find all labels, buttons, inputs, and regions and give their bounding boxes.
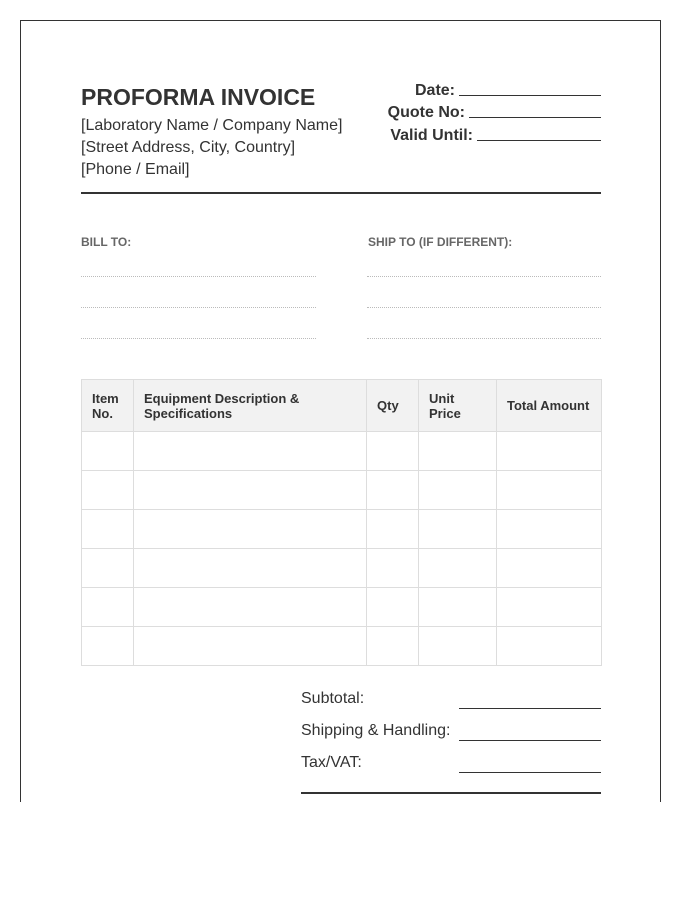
- column-header-total-amount: [497, 380, 602, 432]
- table-row: [82, 432, 602, 471]
- unit-price-cell[interactable]: [419, 471, 497, 510]
- unit-price-cell[interactable]: [419, 510, 497, 549]
- ship-to-line[interactable]: [367, 276, 601, 277]
- subtotal-row: [301, 690, 601, 714]
- column-header-qty: [367, 380, 419, 432]
- column-header-text: No.: [92, 405, 113, 421]
- ship-to-label: SHIP TO (IF DIFFERENT):: [368, 235, 513, 249]
- valid-until-row: [390, 127, 601, 145]
- tax-vat-field[interactable]: [459, 772, 601, 773]
- table-row: [82, 588, 602, 627]
- column-header-unit-price: [419, 380, 497, 432]
- date-field[interactable]: [459, 94, 601, 96]
- qty-cell[interactable]: [367, 627, 419, 666]
- items-header-row: [82, 380, 602, 432]
- company-address-line: [Street Address, City, Country]: [81, 139, 296, 156]
- total-amount-cell[interactable]: [497, 471, 602, 510]
- qty-cell[interactable]: [367, 471, 419, 510]
- subtotal-label: Subtotal:: [301, 690, 365, 707]
- tax-vat-label: Tax/VAT:: [301, 754, 362, 771]
- description-cell[interactable]: [134, 432, 367, 471]
- quote-label: Quote No:: [387, 104, 465, 121]
- qty-cell[interactable]: [367, 510, 419, 549]
- column-header-text: Price: [429, 405, 461, 421]
- valid-until-label: Valid Until:: [390, 127, 473, 144]
- table-row: [82, 471, 602, 510]
- date-row: [415, 82, 601, 100]
- qty-cell[interactable]: [367, 432, 419, 471]
- ship-to-line[interactable]: [367, 338, 601, 339]
- bill-to-line[interactable]: [81, 307, 316, 308]
- shipping-row: [301, 722, 601, 746]
- date-label: Date:: [414, 82, 455, 99]
- column-header-text: Specifications: [144, 405, 233, 421]
- column-header-text: Item: [92, 390, 119, 406]
- unit-price-cell[interactable]: [419, 627, 497, 666]
- unit-price-cell[interactable]: [419, 588, 497, 627]
- column-header-text: Total Amount: [507, 398, 590, 413]
- table-row: [82, 627, 602, 666]
- total-amount-cell[interactable]: [497, 588, 602, 627]
- bill-to-label: BILL TO:: [81, 235, 132, 249]
- qty-cell[interactable]: [367, 588, 419, 627]
- column-header-text: Unit: [429, 390, 455, 406]
- header-divider: [81, 192, 601, 194]
- item-no-cell[interactable]: [82, 627, 134, 666]
- description-cell[interactable]: [134, 549, 367, 588]
- column-header-text: Equipment Description &: [144, 390, 300, 406]
- total-amount-cell[interactable]: [497, 549, 602, 588]
- total-amount-cell[interactable]: [497, 432, 602, 471]
- description-cell[interactable]: [134, 510, 367, 549]
- total-amount-cell[interactable]: [497, 627, 602, 666]
- totals-divider: [301, 792, 601, 794]
- description-cell[interactable]: [134, 471, 367, 510]
- item-no-cell[interactable]: [82, 588, 134, 627]
- invoice-title: PROFORMA INVOICE: [81, 84, 316, 110]
- items-table: [81, 379, 602, 666]
- column-header-description: [134, 380, 367, 432]
- table-row: [82, 549, 602, 588]
- unit-price-cell[interactable]: [419, 432, 497, 471]
- column-header-text: Qty: [377, 398, 399, 413]
- total-amount-cell[interactable]: [497, 510, 602, 549]
- description-cell[interactable]: [134, 627, 367, 666]
- shipping-handling-field[interactable]: [459, 740, 601, 741]
- description-cell[interactable]: [134, 588, 367, 627]
- item-no-cell[interactable]: [82, 549, 134, 588]
- invoice-sheet: [20, 20, 661, 802]
- column-header-item-no: [82, 380, 134, 432]
- quote-field[interactable]: [469, 116, 601, 118]
- shipping-handling-label: Shipping & Handling:: [301, 722, 451, 739]
- ship-to-line[interactable]: [367, 307, 601, 308]
- item-no-cell[interactable]: [82, 510, 134, 549]
- company-name-line: [Laboratory Name / Company Name]: [81, 117, 343, 134]
- table-row: [82, 510, 602, 549]
- qty-cell[interactable]: [367, 549, 419, 588]
- bill-to-line[interactable]: [81, 276, 316, 277]
- item-no-cell[interactable]: [82, 432, 134, 471]
- unit-price-cell[interactable]: [419, 549, 497, 588]
- subtotal-field[interactable]: [459, 708, 601, 709]
- tax-row: [301, 754, 601, 778]
- quote-row: [388, 104, 601, 122]
- item-no-cell[interactable]: [82, 471, 134, 510]
- bill-to-line[interactable]: [81, 338, 316, 339]
- valid-until-field[interactable]: [477, 139, 601, 141]
- company-contact-line: [Phone / Email]: [81, 161, 190, 178]
